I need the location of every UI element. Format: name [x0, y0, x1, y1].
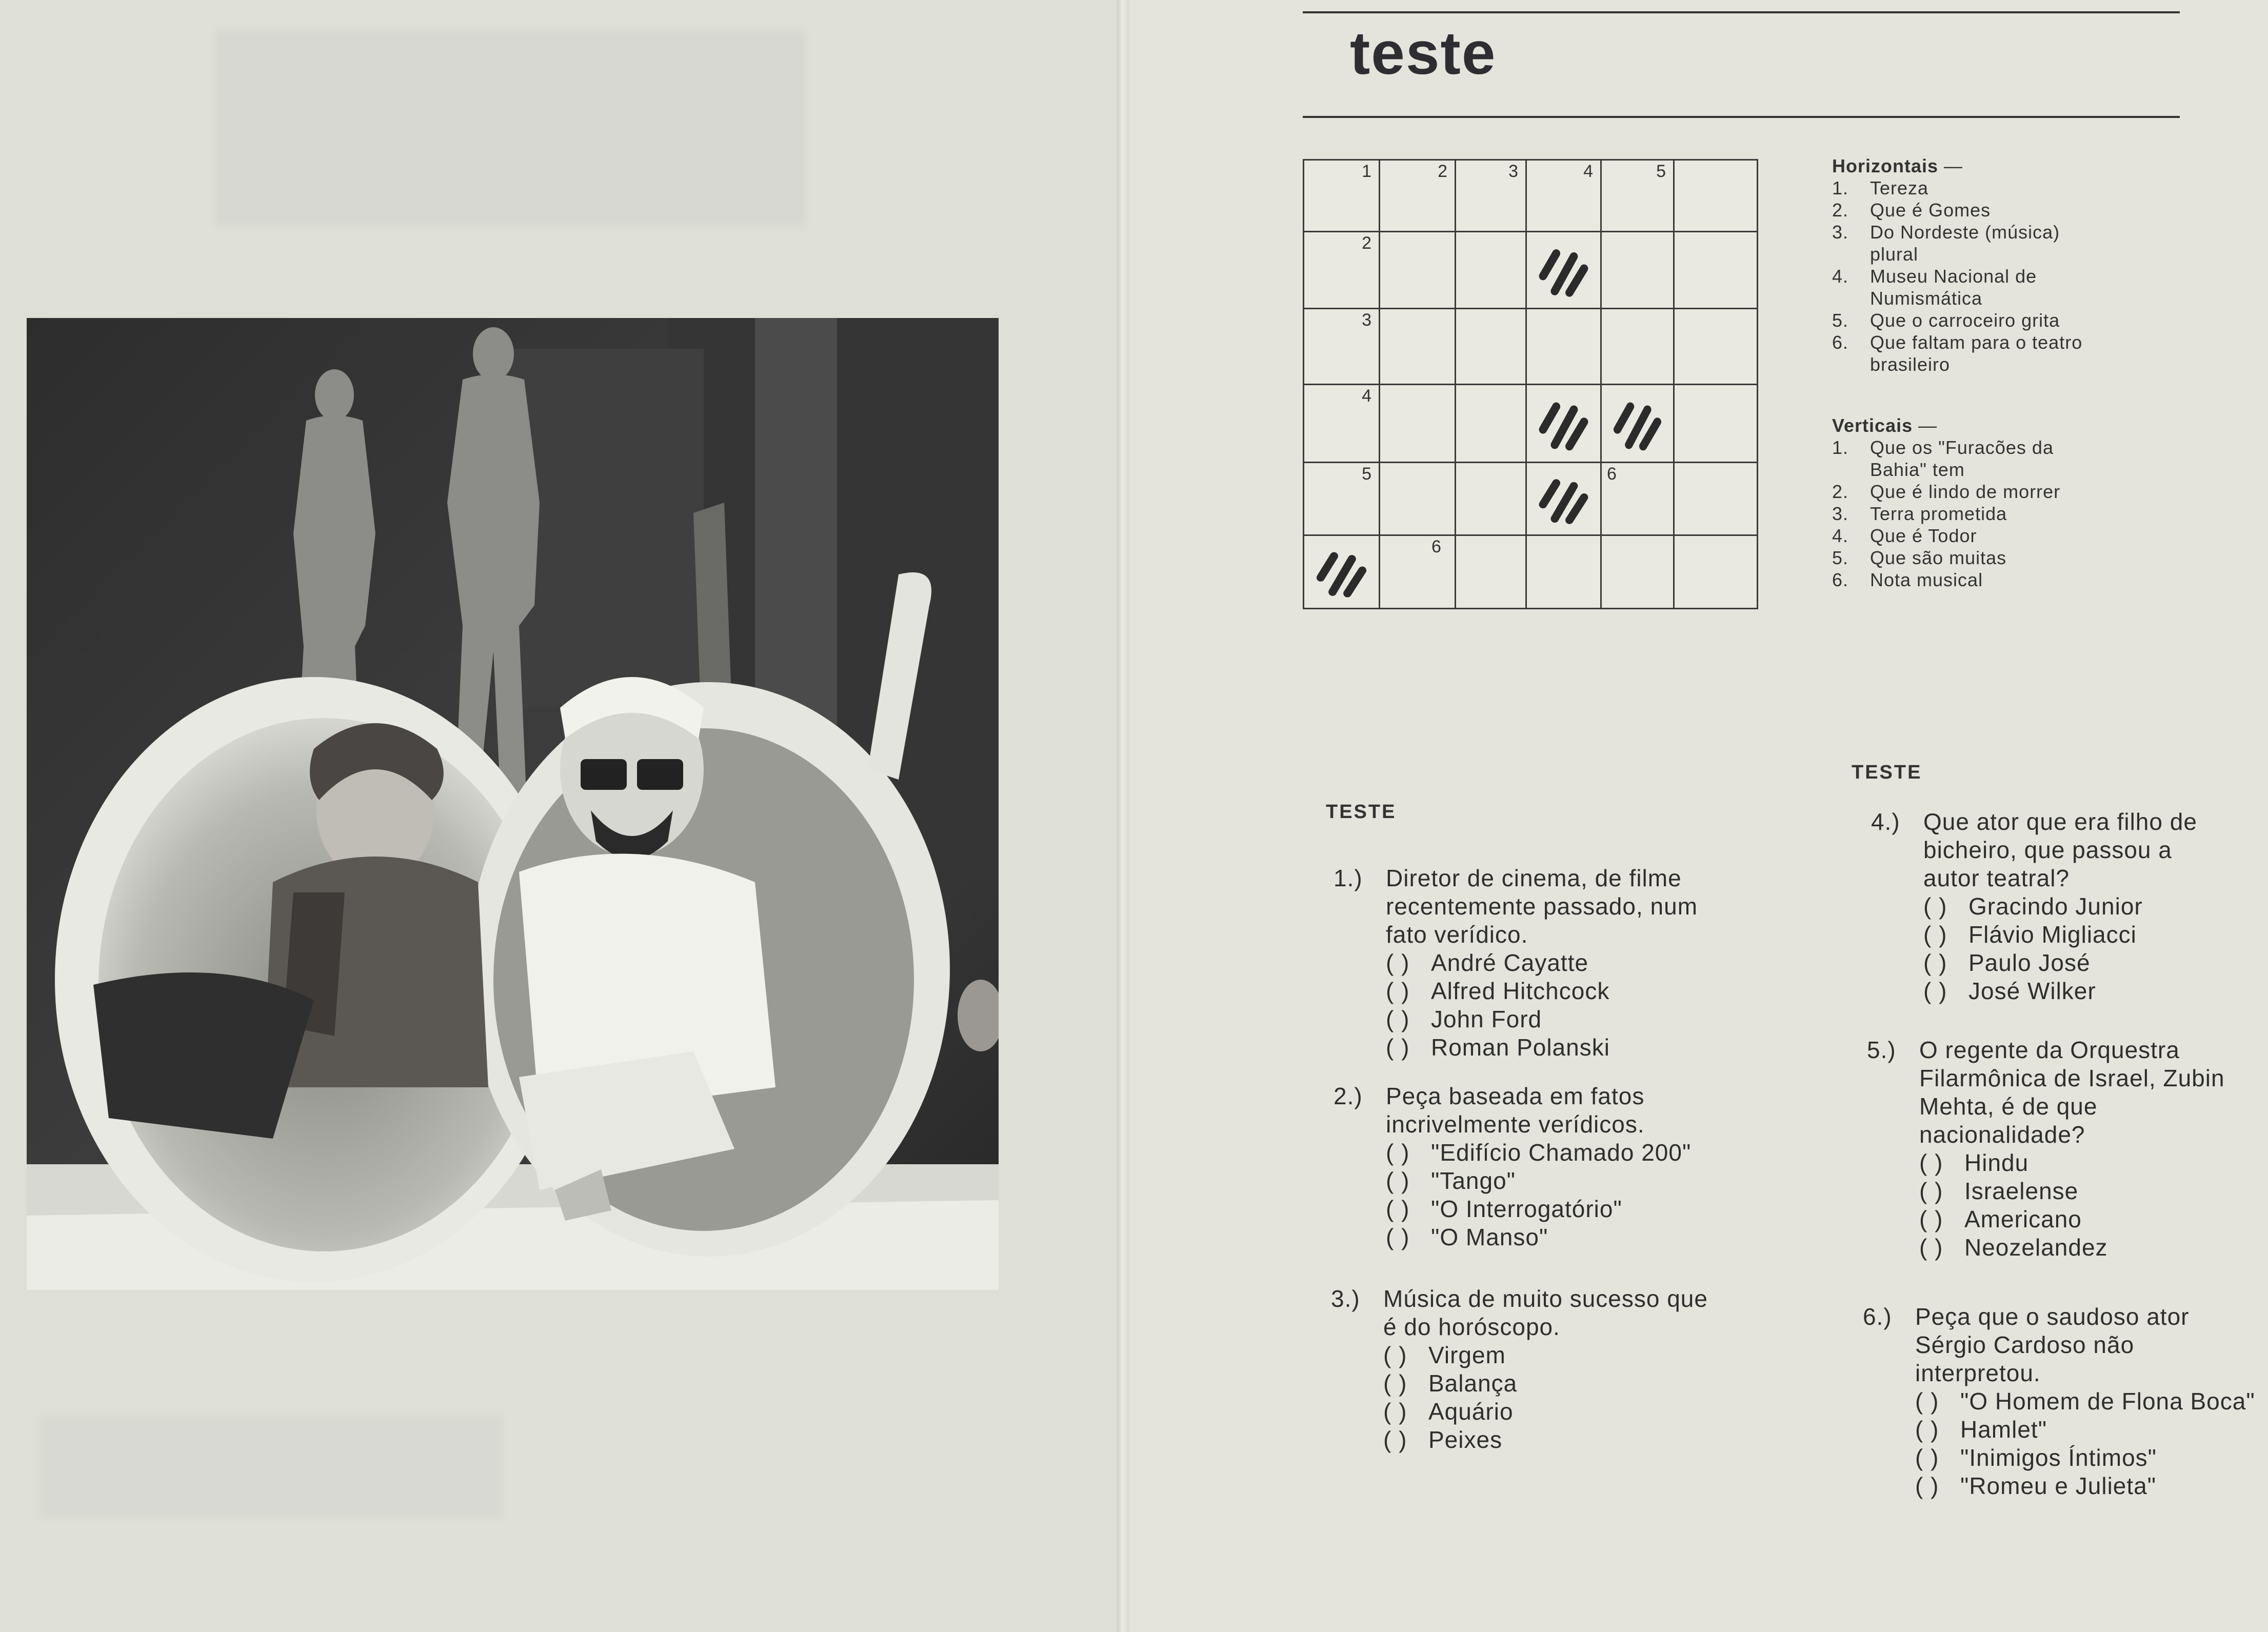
question-text: Peça baseada em fatos incrivelmente verídicos.: [1386, 1083, 1645, 1138]
answer-option[interactable]: [1383, 1369, 1710, 1398]
answer-option[interactable]: [1915, 1472, 2222, 1500]
crossword-cell[interactable]: [1673, 308, 1758, 385]
show-through-shadow: [215, 31, 805, 226]
answer-checkbox[interactable]: ( ): [1386, 1139, 1410, 1166]
answer-label: Balança: [1428, 1370, 1518, 1397]
question-text: O regente da Orquestra Filarmônica de Israel, Zubin Mehta, é de que nacionalidade?: [1919, 1037, 2225, 1148]
quiz-question: [1334, 864, 1713, 1062]
crossword-number: 4: [1362, 386, 1371, 406]
crossword-cell-blocked[interactable]: [1525, 384, 1602, 463]
answer-label: Paulo José: [1968, 949, 2091, 976]
clue-item: [1832, 547, 2094, 569]
crossword-number: 6: [1607, 464, 1617, 484]
crossword-cell[interactable]: [1600, 308, 1675, 385]
answer-checkbox[interactable]: ( ): [1386, 1224, 1410, 1250]
answer-checkbox[interactable]: ( ): [1383, 1426, 1407, 1453]
photo: [27, 318, 999, 1290]
clue-number: 5.: [1832, 310, 1849, 331]
page-spine: [1117, 0, 1129, 1632]
answer-option[interactable]: [1919, 1149, 2229, 1177]
crossword-cell-blocked[interactable]: [1525, 231, 1602, 309]
question-number: 6.): [1863, 1303, 1892, 1330]
quiz-question: [1867, 1036, 2229, 1262]
answer-label: Israelense: [1964, 1178, 2079, 1204]
crossword-number: 5: [1656, 162, 1666, 181]
answer-option[interactable]: [1923, 949, 2233, 977]
clue-text: Tereza: [1870, 177, 1929, 198]
answer-option[interactable]: [1386, 949, 1713, 977]
answer-option[interactable]: [1919, 1233, 2229, 1262]
answer-option[interactable]: [1386, 1033, 1713, 1062]
answer-checkbox[interactable]: ( ): [1386, 978, 1410, 1004]
answer-label: John Ford: [1431, 1006, 1542, 1032]
crossword-cell[interactable]: [1303, 308, 1380, 385]
crossword-cell[interactable]: [1455, 534, 1527, 609]
horizontal-heading: Horizontais: [1832, 155, 1939, 176]
clue-number: 1.: [1832, 437, 1849, 458]
quiz-question: [1863, 1303, 2255, 1500]
answer-checkbox[interactable]: ( ): [1915, 1416, 1939, 1443]
crossword-cell[interactable]: [1600, 534, 1675, 609]
answer-checkbox[interactable]: ( ): [1386, 1196, 1410, 1222]
answer-option[interactable]: [1386, 977, 1713, 1005]
question-text: Música de muito sucesso que é do horóscopo.: [1383, 1285, 1708, 1340]
crossword-number: 3: [1508, 162, 1518, 181]
crossword-cell[interactable]: [1673, 384, 1758, 463]
answer-label: "O Interrogatório": [1431, 1196, 1622, 1222]
crossword-number: 3: [1362, 310, 1371, 330]
quiz-question: [1334, 1082, 1713, 1251]
answer-option[interactable]: [1915, 1444, 2222, 1472]
answer-checkbox[interactable]: ( ): [1923, 949, 1947, 976]
crossword-cell[interactable]: [1673, 462, 1758, 536]
crossword-number: 2: [1438, 162, 1447, 181]
answer-label: "O Homem de Flona Boca": [1960, 1388, 2255, 1415]
answer-option[interactable]: [1383, 1426, 1710, 1454]
vertical-clues: Verticais — 1. Que os "Furacões da Bahia" tem 2. Que é lindo de morrer 3. Terra prometida 4. Que é Todor 5. Que são muitas 6. Nota musical: [1832, 414, 2094, 591]
quiz-question: [1331, 1285, 1710, 1454]
answer-label: Americano: [1964, 1206, 2082, 1232]
crossword-cell[interactable]: [1379, 534, 1456, 609]
answer-option[interactable]: [1919, 1177, 2229, 1205]
answer-label: Hamlet": [1960, 1416, 2047, 1443]
clue-text: Que faltam para o teatro brasileiro: [1870, 332, 2083, 375]
horizontal-clues: Horizontais — 1. Tereza 2. Que é Gomes 3. Do Nordeste (música) plural 4. Museu Nacional de Numismática 5. Que o carroceiro grita 6. Que faltam para o teatro brasileiro: [1832, 155, 2094, 375]
answer-checkbox[interactable]: ( ): [1386, 1167, 1410, 1194]
question-number: 1.): [1334, 865, 1363, 891]
answer-checkbox[interactable]: ( ): [1915, 1444, 1939, 1471]
clue-item: [1832, 569, 2094, 591]
crossword-cell[interactable]: [1455, 231, 1527, 309]
answer-checkbox[interactable]: ( ): [1386, 1034, 1410, 1061]
crossword-cell[interactable]: [1455, 308, 1527, 385]
answer-label: "O Manso": [1431, 1224, 1548, 1250]
clue-text: Museu Nacional de Numismática: [1870, 266, 2037, 309]
answer-checkbox[interactable]: ( ): [1386, 1006, 1410, 1032]
clue-text: Terra prometida: [1870, 503, 2007, 524]
question-number: 3.): [1331, 1285, 1360, 1312]
answer-checkbox[interactable]: ( ): [1923, 893, 1947, 920]
clue-number: 4.: [1832, 266, 1849, 287]
clue-number: 2.: [1832, 200, 1849, 221]
show-through-shadow-bottom: [41, 1416, 503, 1518]
answer-label: Neozelandez: [1964, 1234, 2108, 1261]
clue-item: [1832, 177, 2094, 199]
answer-checkbox[interactable]: ( ): [1915, 1472, 1939, 1499]
crossword-cell-blocked[interactable]: [1600, 384, 1675, 463]
answer-option[interactable]: [1386, 1223, 1713, 1251]
crossword-cell[interactable]: [1379, 462, 1456, 536]
clue-text: Que os "Furacões da Bahia" tem: [1870, 437, 2054, 480]
teste-right-label: TESTE: [1852, 762, 1922, 783]
answer-label: Roman Polanski: [1431, 1034, 1610, 1061]
clue-item: [1832, 503, 2094, 525]
crossword-cell-blocked[interactable]: [1525, 462, 1602, 536]
answer-label: Alfred Hitchcock: [1431, 978, 1610, 1004]
crossword-number: 4: [1583, 162, 1593, 181]
answer-label: "Edifício Chamado 200": [1431, 1139, 1692, 1166]
answer-label: André Cayatte: [1431, 949, 1589, 976]
crossword-cell[interactable]: [1379, 384, 1456, 463]
crossword-cell[interactable]: [1525, 159, 1602, 232]
crossword-cell[interactable]: [1600, 159, 1675, 232]
answer-checkbox[interactable]: ( ): [1919, 1149, 1943, 1176]
clue-text: Que são muitas: [1870, 547, 2007, 568]
question-number: 4.): [1871, 808, 1900, 835]
answer-checkbox[interactable]: ( ): [1383, 1342, 1407, 1368]
answer-label: "Romeu e Julieta": [1960, 1472, 2157, 1499]
answer-label: Peixes: [1428, 1426, 1503, 1453]
crossword-cell[interactable]: [1673, 231, 1758, 309]
question-text: Que ator que era filho de bicheiro, que passou a autor teatral?: [1923, 808, 2197, 891]
crossword-cell[interactable]: [1673, 159, 1758, 232]
crossword-number: 5: [1362, 464, 1371, 484]
title-rule-top: [1303, 11, 2180, 13]
crossword-cell[interactable]: [1600, 231, 1675, 309]
question-number: 5.): [1867, 1037, 1896, 1063]
answer-option[interactable]: [1915, 1416, 2222, 1444]
clue-number: 5.: [1832, 547, 1849, 568]
answer-option[interactable]: [1923, 921, 2233, 949]
answer-label: José Wilker: [1968, 978, 2096, 1004]
crossword-cell[interactable]: [1379, 308, 1456, 385]
answer-option[interactable]: [1915, 1387, 2255, 1416]
answer-label: Gracindo Junior: [1968, 893, 2143, 920]
crossword-number: 1: [1362, 162, 1371, 181]
crossword-cell[interactable]: [1379, 231, 1456, 309]
answer-option[interactable]: [1386, 1139, 1713, 1167]
question-number: 2.): [1334, 1083, 1363, 1109]
crossword-cell[interactable]: [1303, 159, 1380, 232]
answer-checkbox[interactable]: ( ): [1923, 921, 1947, 948]
crossword-cell-blocked[interactable]: [1303, 534, 1380, 609]
answer-label: Hindu: [1964, 1149, 2029, 1176]
answer-checkbox[interactable]: ( ): [1386, 949, 1410, 976]
answer-option[interactable]: [1386, 1195, 1713, 1223]
crossword-cell[interactable]: [1525, 308, 1602, 385]
clue-item: [1832, 199, 2094, 221]
crossword-grid: [1303, 159, 1757, 608]
clue-number: 4.: [1832, 525, 1849, 546]
clue-text: Que é Gomes: [1870, 200, 1991, 221]
answer-checkbox[interactable]: ( ): [1919, 1206, 1943, 1232]
clue-number: 3.: [1832, 222, 1849, 243]
clue-text: Que o carroceiro grita: [1870, 310, 2060, 331]
question-text: Diretor de cinema, de filme recentemente passado, num fato verídico.: [1386, 865, 1698, 948]
answer-checkbox[interactable]: ( ): [1383, 1398, 1407, 1425]
clue-item: [1832, 481, 2094, 503]
answer-option[interactable]: [1383, 1398, 1710, 1426]
clue-text: Do Nordeste (música) plural: [1870, 222, 2060, 265]
question-text: Peça que o saudoso ator Sérgio Cardoso não interpretou.: [1915, 1303, 2190, 1386]
clue-text: Que é Todor: [1870, 525, 1977, 546]
crossword-cell[interactable]: [1455, 462, 1527, 536]
crossword-cell[interactable]: [1455, 159, 1527, 232]
clue-text: Que é lindo de morrer: [1870, 481, 2061, 502]
quiz-question: [1871, 808, 2233, 1005]
answer-option[interactable]: [1383, 1341, 1710, 1369]
crossword-cell[interactable]: [1379, 159, 1456, 232]
teste-left-label: TESTE: [1326, 801, 1397, 823]
clue-item: [1832, 221, 2094, 265]
answer-label: Aquário: [1428, 1398, 1514, 1425]
title-rule-bottom: [1303, 116, 2180, 118]
clue-item: [1832, 525, 2094, 547]
crossword-cell[interactable]: [1455, 384, 1527, 463]
clue-text: Nota musical: [1870, 569, 1983, 590]
answer-option[interactable]: [1386, 1005, 1713, 1033]
answer-label: "Tango": [1431, 1167, 1516, 1194]
clue-item: [1832, 309, 2094, 331]
clue-item: [1832, 265, 2094, 309]
crossword-cell[interactable]: [1303, 231, 1380, 309]
clue-number: 6.: [1832, 332, 1849, 353]
clue-item: [1832, 331, 2094, 375]
answer-checkbox[interactable]: ( ): [1915, 1388, 1939, 1415]
vertical-heading: Verticais: [1832, 415, 1913, 436]
answer-option[interactable]: [1386, 1167, 1713, 1195]
answer-label: Virgem: [1428, 1342, 1506, 1368]
crossword-cell[interactable]: [1525, 534, 1602, 609]
crossword-cell[interactable]: [1673, 534, 1758, 609]
crossword-cell[interactable]: [1600, 462, 1675, 536]
crossword-cell[interactable]: [1303, 462, 1380, 536]
crossword-number: 6: [1431, 537, 1441, 556]
clue-number: 6.: [1832, 569, 1849, 590]
clue-number: 3.: [1832, 503, 1849, 524]
clue-item: [1832, 436, 2094, 481]
answer-option[interactable]: [1919, 1205, 2229, 1233]
answer-checkbox[interactable]: ( ): [1383, 1370, 1407, 1397]
answer-checkbox[interactable]: ( ): [1923, 978, 1947, 1004]
answer-option[interactable]: [1923, 977, 2233, 1005]
page-title: teste: [1350, 19, 1497, 87]
answer-label: "Inimigos Íntimos": [1960, 1444, 2157, 1471]
clue-number: 1.: [1832, 177, 1849, 198]
crossword-number: 2: [1362, 233, 1371, 253]
clue-number: 2.: [1832, 481, 1849, 502]
crossword-cell[interactable]: [1303, 384, 1380, 463]
answer-option[interactable]: [1923, 892, 2233, 921]
answer-label: Flávio Migliacci: [1968, 921, 2137, 948]
answer-checkbox[interactable]: ( ): [1919, 1178, 1943, 1204]
answer-checkbox[interactable]: ( ): [1919, 1234, 1943, 1261]
